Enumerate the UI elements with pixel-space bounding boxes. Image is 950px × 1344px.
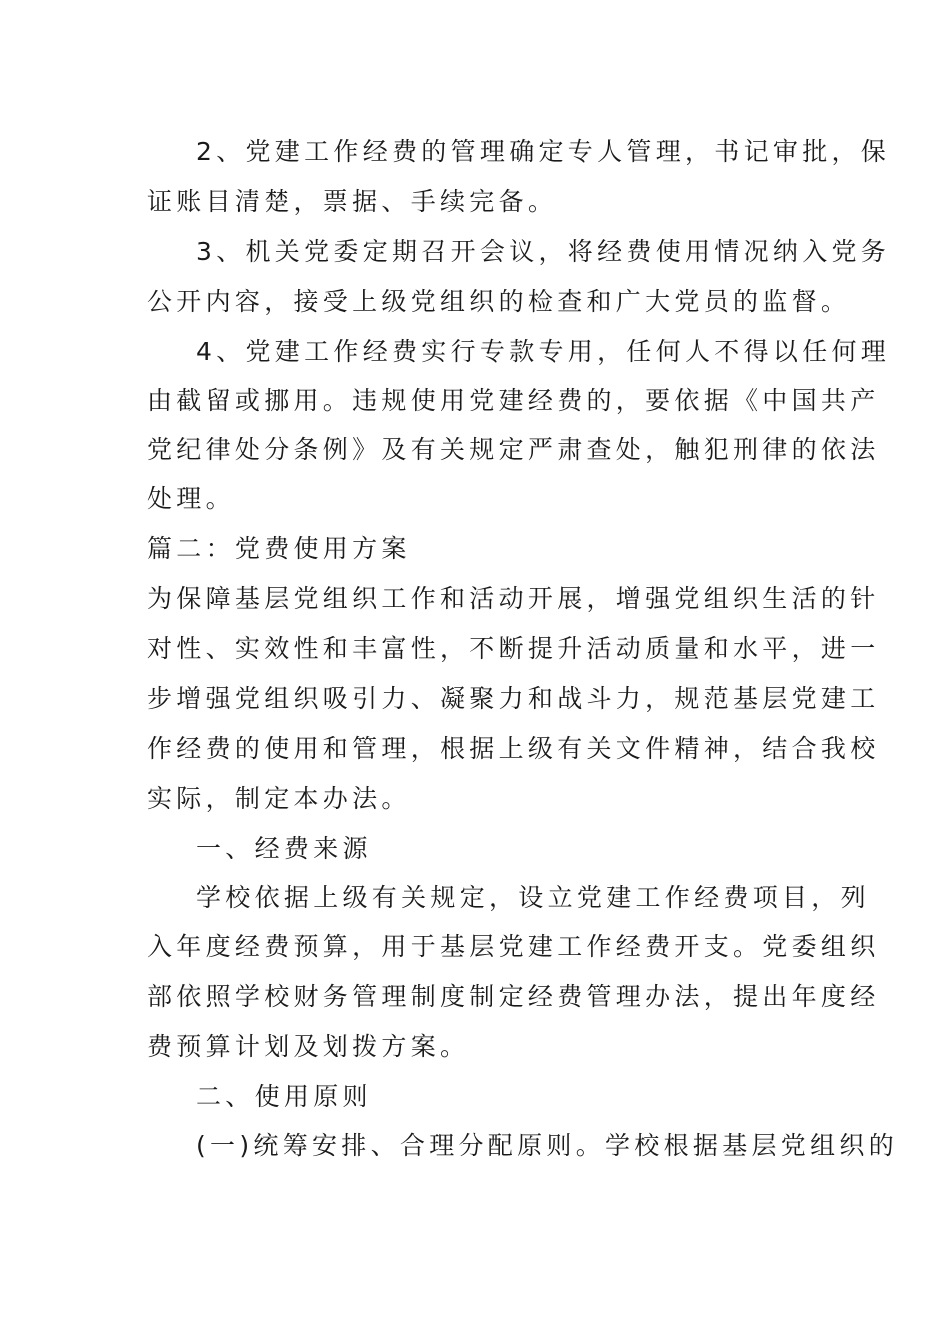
- text-line: 学校依据上级有关规定，设立党建工作经费项目，列: [196, 883, 870, 912]
- section-heading: 篇二：党费使用方案: [147, 534, 411, 563]
- subsection-heading: 二、使用原则: [196, 1082, 372, 1111]
- text-line: 部依照学校财务管理制度制定经费管理办法，提出年度经: [147, 982, 880, 1011]
- text-line: 费预算计划及划拨方案。: [147, 1032, 470, 1061]
- text-line: 党纪律处分条例》及有关规定严肃查处，触犯刑律的依法: [147, 435, 880, 464]
- text-line: 作经费的使用和管理，根据上级有关文件精神，结合我校: [147, 734, 880, 763]
- text-line: 入年度经费预算，用于基层党建工作经费开支。党委组织: [147, 932, 880, 961]
- subsection-heading: 一、经费来源: [196, 834, 372, 863]
- text-line: 公开内容，接受上级党组织的检查和广大党员的监督。: [147, 287, 851, 316]
- text-line: 证账目清楚，票据、手续完备。: [147, 187, 558, 216]
- text-line: (一)统筹安排、合理分配原则。学校根据基层党组织的: [196, 1131, 899, 1160]
- text-line: 步增强党组织吸引力、凝聚力和战斗力，规范基层党建工: [147, 684, 880, 713]
- text-line: 实际，制定本办法。: [147, 784, 411, 813]
- text-line: 3、机关党委定期召开会议，将经费使用情况纳入党务: [196, 237, 891, 266]
- text-line: 2、党建工作经费的管理确定专人管理，书记审批，保: [196, 137, 891, 166]
- text-line: 对性、实效性和丰富性，不断提升活动质量和水平，进一: [147, 634, 880, 663]
- text-line: 处理。: [147, 484, 235, 513]
- text-line: 由截留或挪用。违规使用党建经费的，要依据《中国共产: [147, 386, 880, 415]
- text-line: 4、党建工作经费实行专款专用，任何人不得以任何理: [196, 337, 891, 366]
- text-line: 为保障基层党组织工作和活动开展，增强党组织生活的针: [147, 584, 880, 613]
